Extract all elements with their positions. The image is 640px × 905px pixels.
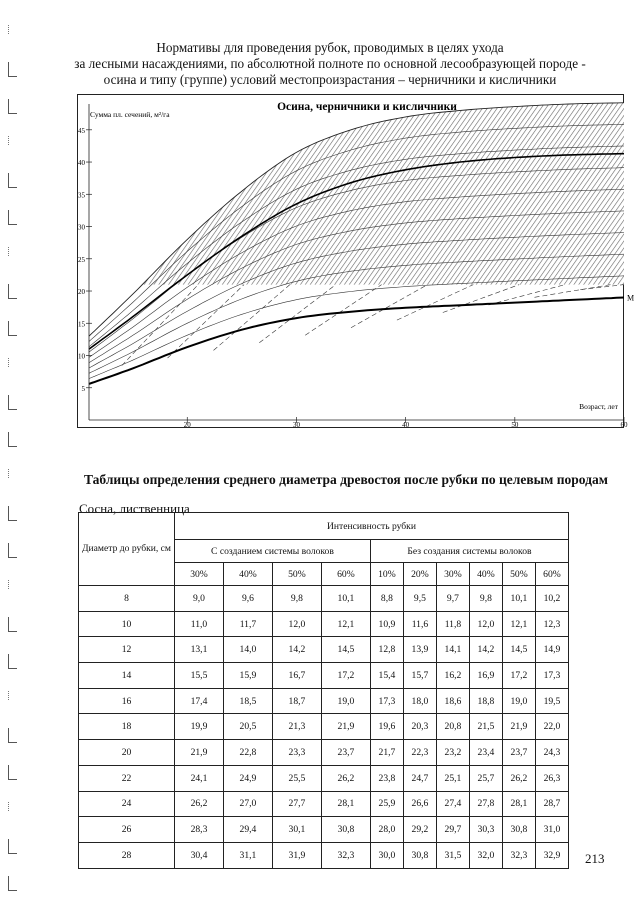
- value-cell: 24,7: [403, 765, 436, 791]
- margin-mark: [8, 136, 17, 145]
- value-cell: 27,8: [469, 791, 502, 817]
- chart-x-axis-label: Возраст, лет: [579, 402, 618, 411]
- chart-svg: [77, 94, 635, 429]
- value-cell: 16,7: [272, 663, 321, 689]
- dashed-thinning-line: [168, 285, 244, 358]
- y-tick-label: 20: [78, 288, 85, 297]
- value-cell: 11,8: [436, 611, 469, 637]
- value-cell: 17,3: [535, 663, 568, 689]
- diameter-cell: 10: [79, 611, 175, 637]
- pct-without-header: 50%: [502, 563, 535, 586]
- y-tick-label: 15: [78, 320, 85, 329]
- table-row: [79, 842, 569, 868]
- pct-with-header: 60%: [321, 563, 370, 586]
- value-cell: 14,5: [502, 637, 535, 663]
- value-cell: 23,3: [272, 740, 321, 766]
- table-row: [79, 637, 569, 663]
- x-tick-label: 20: [183, 421, 191, 429]
- value-cell: 17,2: [321, 663, 370, 689]
- value-cell: 23,4: [469, 740, 502, 766]
- table-row: [79, 817, 569, 843]
- diameter-cell: 18: [79, 714, 175, 740]
- binding-margin-marks: [8, 0, 20, 905]
- value-cell: 19,9: [175, 714, 224, 740]
- x-tick-label: 60: [620, 421, 628, 429]
- diameter-column-header: Диаметр до рубки, см: [79, 513, 175, 586]
- value-cell: 11,6: [403, 611, 436, 637]
- value-cell: 21,7: [370, 740, 403, 766]
- value-cell: 29,4: [223, 817, 272, 843]
- y-tick-label: 45: [78, 126, 85, 135]
- title-line-3: осина и типу (группе) условий местопроизрастания – черничники и кисличники: [103, 72, 557, 87]
- diameter-cell: 28: [79, 842, 175, 868]
- margin-mark: [8, 728, 17, 743]
- y-tick-label: 40: [78, 159, 85, 168]
- without-skid-trails-header: Без создания системы волоков: [370, 540, 568, 563]
- margin-mark: [8, 691, 17, 700]
- value-cell: 25,9: [370, 791, 403, 817]
- fan-curve: [89, 276, 624, 379]
- y-tick-label: 5: [81, 384, 85, 393]
- value-cell: 18,5: [223, 688, 272, 714]
- x-tick-label: 30: [292, 421, 300, 429]
- value-cell: 30,1: [272, 817, 321, 843]
- value-cell: 10,9: [370, 611, 403, 637]
- value-cell: 25,1: [436, 765, 469, 791]
- dashed-thinning-line: [397, 285, 473, 321]
- with-skid-trails-header: С созданием системы волоков: [175, 540, 371, 563]
- value-cell: 26,2: [175, 791, 224, 817]
- y-tick-label: 35: [78, 191, 85, 200]
- page-title: [70, 40, 590, 88]
- value-cell: 20,8: [436, 714, 469, 740]
- table-section-title: Таблицы определения среднего диаметра древостоя после рубки по целевым породам: [84, 472, 608, 487]
- diameter-cell: 16: [79, 688, 175, 714]
- dashed-thinning-line: [214, 285, 290, 351]
- value-cell: 22,3: [403, 740, 436, 766]
- chart-title: Осина, черничники и кисличники: [277, 101, 457, 113]
- value-cell: 10,2: [535, 586, 568, 612]
- value-cell: 11,7: [223, 611, 272, 637]
- dashed-thinning-line: [580, 285, 624, 290]
- margin-mark: [8, 99, 17, 114]
- diameter-cell: 12: [79, 637, 175, 663]
- value-cell: 30,3: [469, 817, 502, 843]
- value-cell: 23,2: [436, 740, 469, 766]
- page-number: 213: [585, 851, 605, 866]
- value-cell: 15,4: [370, 663, 403, 689]
- value-cell: 22,8: [223, 740, 272, 766]
- value-cell: 31,1: [223, 842, 272, 868]
- minimum-density-line: [89, 298, 624, 384]
- margin-mark: [8, 358, 17, 367]
- value-cell: 10,1: [502, 586, 535, 612]
- table-row: [79, 791, 569, 817]
- value-cell: 32,3: [321, 842, 370, 868]
- pct-with-header: 50%: [272, 563, 321, 586]
- value-cell: 11,0: [175, 611, 224, 637]
- margin-mark: [8, 543, 17, 558]
- diameter-cell: 26: [79, 817, 175, 843]
- value-cell: 31,0: [535, 817, 568, 843]
- value-cell: 32,3: [502, 842, 535, 868]
- value-cell: 10,1: [321, 586, 370, 612]
- dashed-thinning-line: [443, 285, 519, 313]
- table-row: [79, 611, 569, 637]
- pct-without-header: 60%: [535, 563, 568, 586]
- value-cell: 28,3: [175, 817, 224, 843]
- y-tick-label: 25: [78, 255, 85, 264]
- value-cell: 9,7: [436, 586, 469, 612]
- table-row: [79, 765, 569, 791]
- pct-with-header: 30%: [175, 563, 224, 586]
- margin-mark: [8, 210, 17, 225]
- margin-mark: [8, 284, 17, 299]
- value-cell: 22,0: [535, 714, 568, 740]
- value-cell: 14,0: [223, 637, 272, 663]
- value-cell: 28,0: [370, 817, 403, 843]
- value-cell: 14,2: [469, 637, 502, 663]
- diameter-cell: 24: [79, 791, 175, 817]
- value-cell: 9,6: [223, 586, 272, 612]
- value-cell: 28,1: [502, 791, 535, 817]
- value-cell: 14,2: [272, 637, 321, 663]
- value-cell: 25,5: [272, 765, 321, 791]
- dashed-thinning-line: [351, 285, 428, 328]
- diameter-cell: 8: [79, 586, 175, 612]
- value-cell: 18,6: [436, 688, 469, 714]
- diameter-cell: 20: [79, 740, 175, 766]
- value-cell: 26,2: [321, 765, 370, 791]
- table-row: [79, 740, 569, 766]
- value-cell: 12,0: [469, 611, 502, 637]
- value-cell: 19,0: [502, 688, 535, 714]
- value-cell: 20,5: [223, 714, 272, 740]
- value-cell: 26,3: [535, 765, 568, 791]
- value-cell: 30,8: [321, 817, 370, 843]
- value-cell: 27,0: [223, 791, 272, 817]
- margin-mark: [8, 876, 17, 891]
- value-cell: 32,0: [469, 842, 502, 868]
- value-cell: 28,1: [321, 791, 370, 817]
- value-cell: 9,0: [175, 586, 224, 612]
- y-tick-label: 10: [78, 352, 85, 361]
- margin-mark: [8, 62, 17, 77]
- value-cell: 24,9: [223, 765, 272, 791]
- margin-mark: [8, 654, 17, 669]
- value-cell: 19,0: [321, 688, 370, 714]
- pct-with-header: 40%: [223, 563, 272, 586]
- table-row: [79, 714, 569, 740]
- value-cell: 29,7: [436, 817, 469, 843]
- value-cell: 21,3: [272, 714, 321, 740]
- margin-mark: [8, 802, 17, 811]
- value-cell: 16,2: [436, 663, 469, 689]
- margin-mark: [8, 247, 17, 256]
- value-cell: 14,1: [436, 637, 469, 663]
- value-cell: 12,1: [321, 611, 370, 637]
- margin-mark: [8, 765, 17, 780]
- value-cell: 12,0: [272, 611, 321, 637]
- species-label: Сосна, лиственница: [79, 501, 190, 516]
- margin-mark: [8, 839, 17, 854]
- pct-without-header: 10%: [370, 563, 403, 586]
- pct-without-header: 30%: [436, 563, 469, 586]
- value-cell: 9,5: [403, 586, 436, 612]
- margin-mark: [8, 506, 17, 521]
- margin-mark: [8, 432, 17, 447]
- value-cell: 23,7: [321, 740, 370, 766]
- value-cell: 26,2: [502, 765, 535, 791]
- value-cell: 30,8: [403, 842, 436, 868]
- table-row: [79, 688, 569, 714]
- pct-without-header: 20%: [403, 563, 436, 586]
- value-cell: 29,2: [403, 817, 436, 843]
- value-cell: 27,7: [272, 791, 321, 817]
- value-cell: 15,5: [175, 663, 224, 689]
- value-cell: 31,9: [272, 842, 321, 868]
- value-cell: 32,9: [535, 842, 568, 868]
- diameter-table: [78, 512, 569, 869]
- value-cell: 17,3: [370, 688, 403, 714]
- value-cell: 17,2: [502, 663, 535, 689]
- aspen-basal-area-chart: [77, 94, 635, 429]
- value-cell: 27,4: [436, 791, 469, 817]
- value-cell: 23,7: [502, 740, 535, 766]
- diameter-cell: 14: [79, 663, 175, 689]
- value-cell: 14,9: [535, 637, 568, 663]
- value-cell: 21,5: [469, 714, 502, 740]
- series-label-m: M: [627, 293, 635, 303]
- value-cell: 26,6: [403, 791, 436, 817]
- margin-mark: [8, 173, 17, 188]
- y-tick-label: 30: [78, 223, 85, 232]
- value-cell: 15,9: [223, 663, 272, 689]
- title-line-2: за лесными насаждениями, по абсолютной полноте по основной лесообразующей породе -: [74, 56, 586, 71]
- value-cell: 9,8: [272, 586, 321, 612]
- diameter-cell: 22: [79, 765, 175, 791]
- dashed-thinning-line: [535, 285, 611, 298]
- margin-mark: [8, 25, 17, 34]
- value-cell: 21,9: [321, 714, 370, 740]
- intensity-header: Интенсивность рубки: [175, 513, 569, 540]
- value-cell: 24,1: [175, 765, 224, 791]
- chart-y-axis-label: Сумма пл. сечений, м²/га: [90, 110, 170, 119]
- value-cell: 13,1: [175, 637, 224, 663]
- x-tick-label: 40: [402, 421, 410, 429]
- value-cell: 21,9: [502, 714, 535, 740]
- margin-mark: [8, 617, 17, 632]
- value-cell: 13,9: [403, 637, 436, 663]
- margin-mark: [8, 395, 17, 410]
- margin-mark: [8, 469, 17, 478]
- margin-mark: [8, 580, 17, 589]
- value-cell: 25,7: [469, 765, 502, 791]
- table-row: [79, 586, 569, 612]
- x-tick-label: 50: [511, 421, 519, 429]
- pct-without-header: 40%: [469, 563, 502, 586]
- value-cell: 18,7: [272, 688, 321, 714]
- value-cell: 12,8: [370, 637, 403, 663]
- value-cell: 23,8: [370, 765, 403, 791]
- value-cell: 30,8: [502, 817, 535, 843]
- value-cell: 28,7: [535, 791, 568, 817]
- value-cell: 8,8: [370, 586, 403, 612]
- value-cell: 19,6: [370, 714, 403, 740]
- value-cell: 15,7: [403, 663, 436, 689]
- value-cell: 9,8: [469, 586, 502, 612]
- value-cell: 19,5: [535, 688, 568, 714]
- value-cell: 30,0: [370, 842, 403, 868]
- value-cell: 12,3: [535, 611, 568, 637]
- value-cell: 12,1: [502, 611, 535, 637]
- title-line-1: Нормативы для проведения рубок, проводимых в целях ухода: [156, 40, 504, 55]
- value-cell: 17,4: [175, 688, 224, 714]
- value-cell: 30,4: [175, 842, 224, 868]
- value-cell: 14,5: [321, 637, 370, 663]
- margin-mark: [8, 321, 17, 336]
- value-cell: 21,9: [175, 740, 224, 766]
- value-cell: 31,5: [436, 842, 469, 868]
- value-cell: 18,0: [403, 688, 436, 714]
- value-cell: 24,3: [535, 740, 568, 766]
- table-row: [79, 663, 569, 689]
- value-cell: 20,3: [403, 714, 436, 740]
- value-cell: 16,9: [469, 663, 502, 689]
- value-cell: 18,8: [469, 688, 502, 714]
